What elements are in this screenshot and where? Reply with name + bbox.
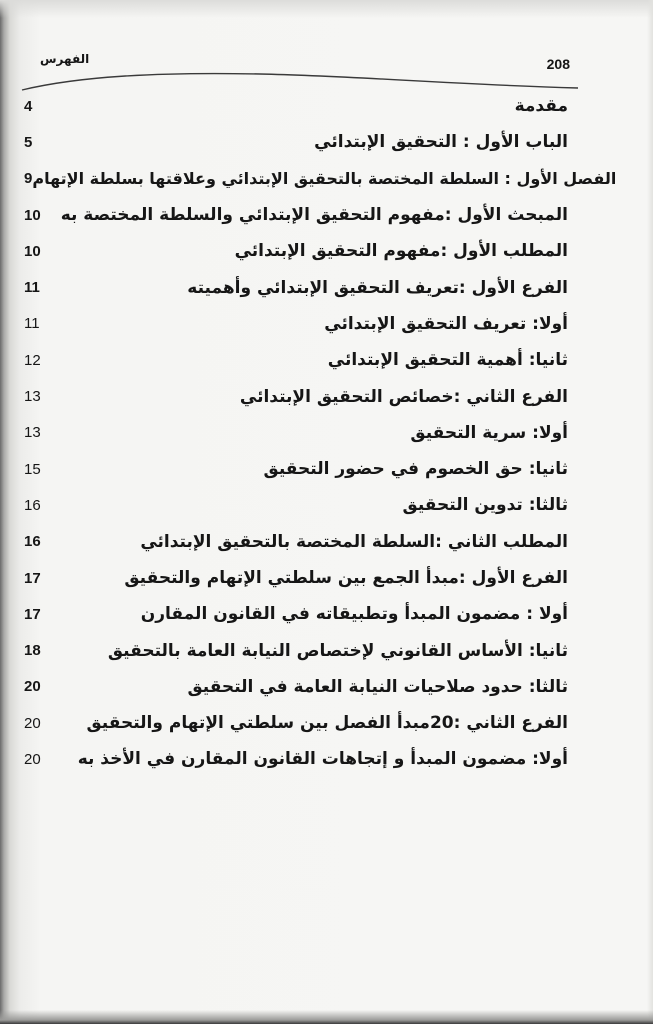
page-bottom-shadow — [0, 1010, 653, 1024]
toc-entry-title: المطلب الأول :مفهوم التحقيق الإبتدائي — [234, 241, 568, 262]
toc-entry — [20, 560, 580, 596]
toc-page-number: 9 — [24, 170, 33, 188]
toc-entry-title: مقدمة — [514, 96, 568, 117]
toc-entry-title: ثالثا: حدود صلاحيات النيابة العامة في التحقيق — [187, 676, 568, 697]
toc-entry-title: ثانيا: حق الخصوم في حضور التحقيق — [263, 459, 568, 480]
toc-entry-title: المطلب الثاني :السلطة المختصة بالتحقيق الإبتدائي — [140, 531, 568, 552]
toc-entry — [20, 415, 580, 451]
toc-entry — [20, 632, 580, 668]
toc-page-number: 16 — [24, 496, 41, 514]
toc-page-number: 10 — [24, 206, 41, 224]
toc-entry-title: أولا: مضمون المبدأ و إتجاهات القانون المقارن في الأخذ به — [77, 749, 568, 770]
toc-entry — [20, 669, 580, 705]
toc-entry — [20, 233, 580, 269]
toc-page-number: 13 — [24, 424, 41, 442]
toc-entry-title: الفرع الأول :مبدأ الجمع بين سلطتي الإتهام والتحقيق — [124, 568, 568, 588]
toc-entry-title: أولا: سرية التحقيق — [410, 422, 568, 443]
toc-entry-title: الفصل الأول : السلطة المختصة بالتحقيق الإبتدائي وعلاقتها بسلطة الإتهام — [32, 169, 617, 189]
toc-entry — [20, 124, 580, 160]
toc-page-number: 4 — [24, 97, 33, 115]
toc-entry — [20, 451, 580, 487]
toc-page-number: 13 — [24, 388, 41, 406]
toc-page-number: 18 — [24, 642, 41, 660]
header-page-number: 208 — [546, 56, 570, 72]
toc-entry-title: ثالثا: تدوين التحقيق — [402, 495, 568, 516]
toc-entry — [20, 342, 580, 378]
toc-page-number: 15 — [24, 460, 41, 478]
toc-page-number: 20 — [24, 714, 41, 732]
toc-page-number: 17 — [24, 605, 41, 623]
toc-entry-title: أولا: تعريف التحقيق الإبتدائي — [324, 313, 568, 334]
toc-entry — [20, 524, 580, 560]
toc-page-number: 11 — [24, 315, 40, 333]
toc-entry — [20, 487, 580, 523]
page-right-edge — [647, 0, 653, 1024]
toc-entry-title: ثانيا: أهمية التحقيق الإبتدائي — [327, 350, 568, 371]
toc-entry — [20, 596, 580, 632]
toc-entry-title: الفرع الثاني :خصائص التحقيق الإبتدائي — [239, 386, 568, 407]
toc-page-number: 17 — [24, 569, 41, 587]
toc-entry — [20, 269, 580, 305]
toc-page-number: 20 — [24, 750, 41, 768]
toc-entry-title: الفرع الثاني :20مبدأ الفصل بين سلطتي الإتهام والتحقيق — [86, 713, 568, 734]
toc-entry — [20, 705, 580, 741]
toc-entry-title: الفرع الأول :تعريف التحقيق الإبتدائي وأهميته — [187, 277, 568, 298]
toc-page-number: 11 — [24, 279, 40, 297]
toc-entry-title: أولا : مضمون المبدأ وتطبيقاته في القانون المقارن — [140, 604, 568, 625]
toc-entry-title: المبحث الأول :مفهوم التحقيق الإبتدائي والسلطة المختصة به — [60, 205, 568, 226]
toc-entry — [20, 197, 580, 233]
toc-entry — [20, 88, 580, 124]
page-top-shadow — [0, 0, 653, 18]
header-section-title: الفهرس — [40, 52, 90, 66]
toc-entry — [20, 378, 580, 414]
toc-entry-title: ثانيا: الأساس القانوني لإختصاص النيابة العامة بالتحقيق — [107, 640, 568, 661]
toc-page-number: 10 — [24, 242, 41, 260]
toc-page-number: 5 — [24, 133, 33, 151]
toc-entry — [20, 741, 580, 777]
toc-entry — [20, 161, 617, 197]
toc-page-number: 16 — [24, 533, 41, 551]
toc-page-number: 20 — [24, 678, 41, 696]
table-of-contents — [20, 88, 617, 778]
toc-entry-title: الباب الأول : التحقيق الإبتدائي — [314, 132, 568, 153]
toc-entry — [20, 306, 580, 342]
running-header — [20, 52, 580, 92]
toc-page-number: 12 — [24, 351, 41, 369]
